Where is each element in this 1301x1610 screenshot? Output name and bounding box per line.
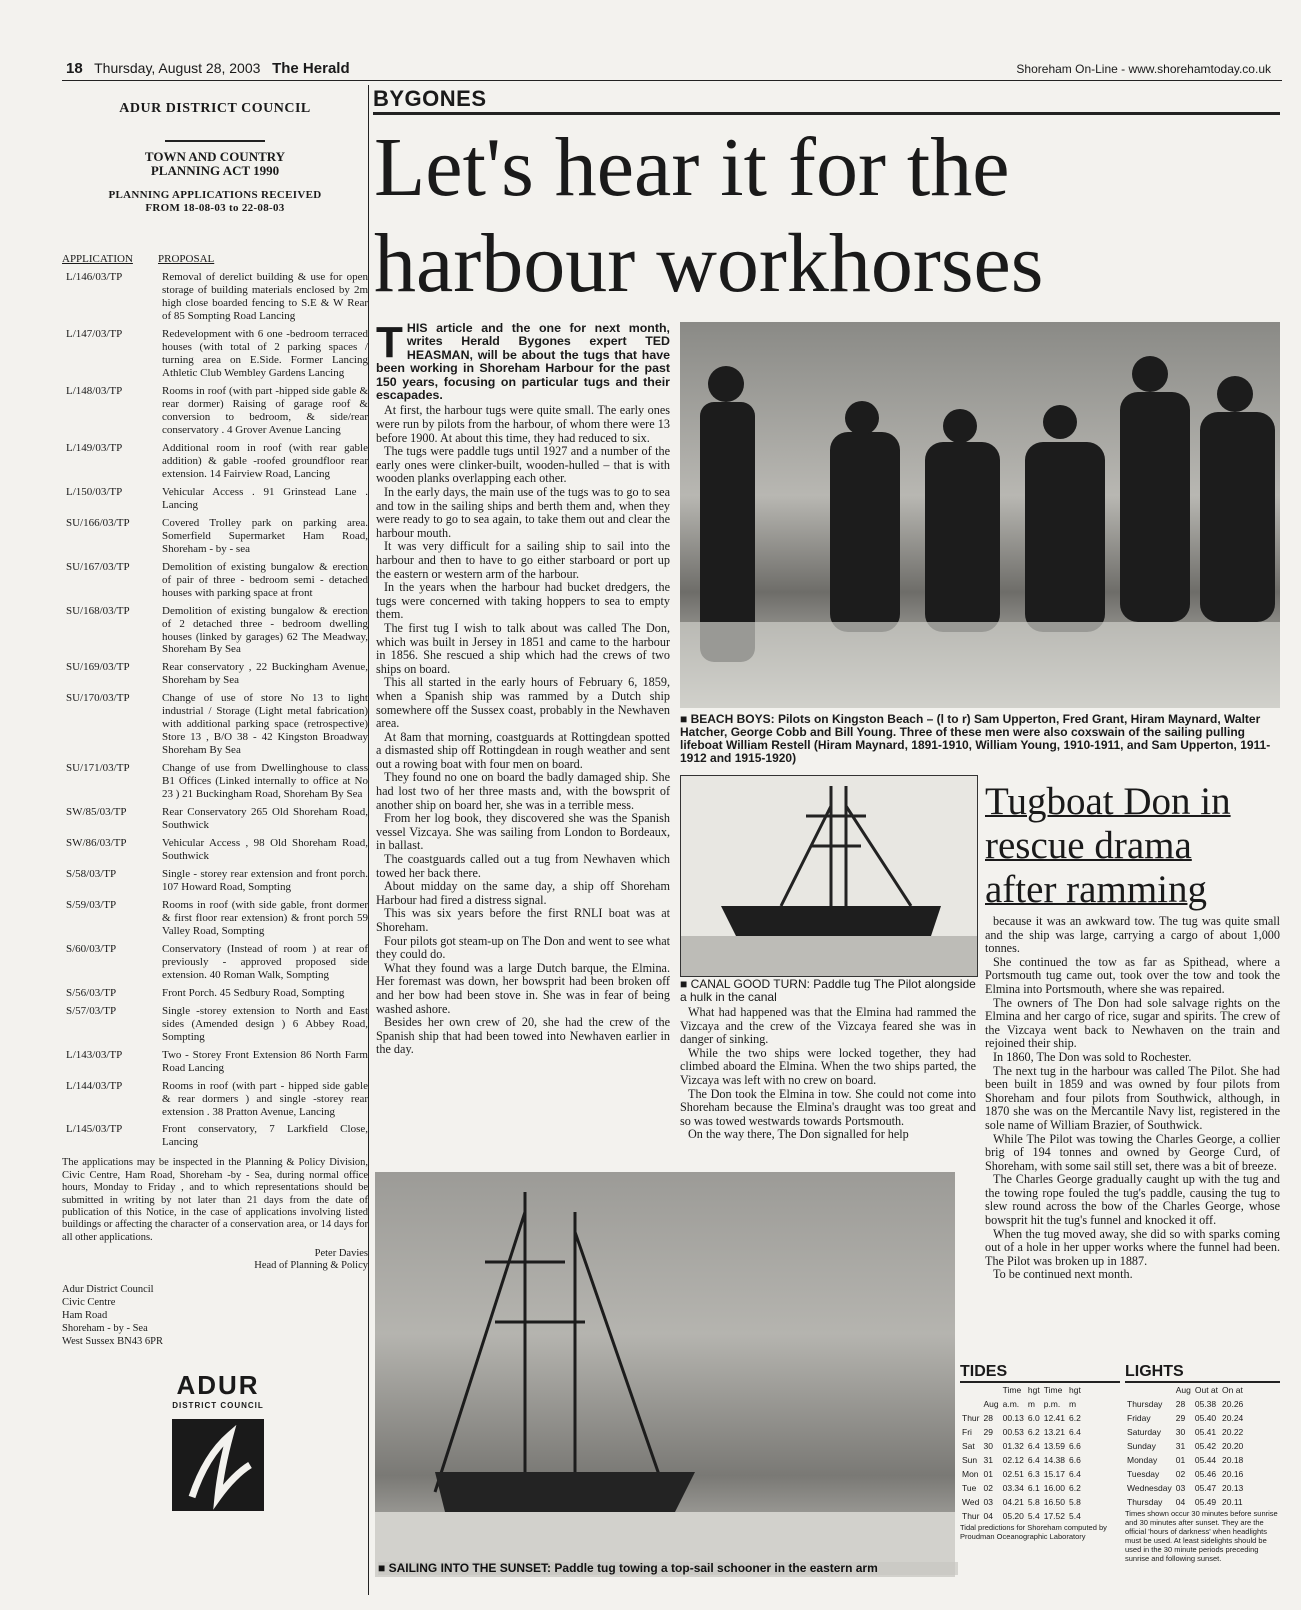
proposal-header: PROPOSAL [158, 253, 215, 266]
application-row [62, 899, 368, 938]
lights-cell: 05.42 [1194, 1441, 1217, 1451]
tides-cell: Sun [962, 1455, 978, 1465]
logo-subtitle: DISTRICT COUNCIL [172, 1401, 264, 1411]
article-paragraph: What had happened was that the Elmina had rammed the Vizcaya and the crew of the Vizcaya feared she was in danger of sinking. [680, 1005, 976, 1047]
tides-cell: Mon [962, 1469, 979, 1479]
tides-cell: 03.34 [1002, 1483, 1024, 1493]
application-header: APPLICATION [62, 253, 133, 266]
tides-cell: 6.3 [1027, 1469, 1040, 1479]
col-header: Out at [1194, 1385, 1219, 1395]
application-proposal: Rear Conservatory 265 Old Shoreham Road, Southwick [162, 806, 368, 832]
application-row [62, 661, 368, 687]
lights-cell: 20.22 [1222, 1427, 1244, 1437]
article-paragraph: This all started in the early hours of February 6, 1859, when a Spanish ship was rammed by a Dutch ship somewhere off the Sussex coast, probably in the Newhaven area. [376, 675, 670, 731]
lights-cell: 20.13 [1222, 1483, 1244, 1493]
lights-cell: 31 [1175, 1441, 1186, 1451]
tides-cell: 13.21 [1043, 1427, 1065, 1437]
paper-name: The Herald [272, 60, 350, 77]
page-number: 18 [66, 60, 83, 77]
article-paragraph: From her log book, they discovered she was the Spanish vessel Vizcaya. She was sailing from London to Bordeaux, in ballast. [376, 811, 670, 853]
lights-cell: 02 [1175, 1469, 1186, 1479]
application-ref: SU/171/03/TP [66, 762, 130, 775]
application-ref: SU/168/03/TP [66, 604, 130, 617]
caption-text: SAILING INTO THE SUNSET: Paddle tug towing a top-sail schooner in the eastern arm [388, 1561, 878, 1575]
lights-cell: Saturday [1127, 1427, 1162, 1437]
tides-table [960, 1383, 1083, 1523]
tides-note: Tidal predictions for Shoreham computed by Proudman Oceanographic Laboratory [960, 1523, 1107, 1541]
application-row [62, 1123, 368, 1149]
lights-cell: 20.20 [1222, 1441, 1244, 1451]
tides-cell: 16.00 [1043, 1483, 1065, 1493]
tides-subheader-row [960, 1397, 1083, 1411]
tides-cell: 6.4 [1027, 1441, 1040, 1451]
article-paragraph: When the tug moved away, she did so with sparks coming out of a hole in her upper works where the funnel had been. The Pilot was broken up in 1887. [985, 1226, 1280, 1268]
application-proposal: Front conservatory, 7 Larkfield Close, Lancing [162, 1123, 368, 1149]
tides-row [960, 1481, 1083, 1495]
article-paragraph: In 1860, The Don was sold to Rochester. [993, 1049, 1192, 1064]
col-header: a.m. [1002, 1399, 1020, 1409]
tides-cell: 6.2 [1069, 1483, 1081, 1493]
lights-box [1125, 1363, 1280, 1563]
tides-cell: 01 [983, 1469, 993, 1479]
col-header: hgt [1027, 1385, 1040, 1395]
application-ref: SW/85/03/TP [66, 806, 127, 819]
tides-cell: 5.4 [1027, 1511, 1040, 1521]
article-paragraph: The owners of The Don had sole salvage rights on the Elmina and her cargo of rice, sugar and spirits. The crew of the Vizcaya went back to Newhaven on the train and rejoined their ship. [985, 995, 1280, 1051]
council-address [62, 1283, 368, 1349]
tides-cell: 6.4 [1069, 1469, 1081, 1479]
lights-cell: Sunday [1127, 1441, 1156, 1451]
subheadline [985, 780, 1280, 912]
address-line: Ham Road [62, 1310, 108, 1322]
tides-cell: 00.53 [1002, 1427, 1024, 1437]
article-paragraph: The coastguards called out a tug from Newhaven which towed her back there. [376, 852, 670, 880]
tides-cell: 04.21 [1002, 1497, 1024, 1507]
received-title [62, 189, 368, 215]
article-column-3 [985, 915, 1280, 1282]
tides-row [960, 1425, 1083, 1439]
application-proposal: Front Porch. 45 Sedbury Road, Sompting [162, 986, 345, 999]
caption-lead: CANAL GOOD TURN: [690, 977, 810, 991]
caption-text: Paddle tug The Pilot alongside a hulk in the canal [680, 977, 976, 1004]
tides-row [960, 1411, 1083, 1425]
tides-cell: Fri [962, 1427, 972, 1437]
tides-title: TIDES [960, 1363, 1120, 1383]
application-proposal: Two - Storey Front Extension 86 North Farm Road Lancing [162, 1048, 368, 1074]
tides-cell: Thur [962, 1413, 980, 1423]
intro-text: HIS article and the one for next month, writes Herald Bygones expert TED HEASMAN, will be about the tugs that have been working in Shoreham Harbour for the past 150 years, focusing on particular tugs and their escapades. [376, 321, 670, 403]
article-paragraph: In the years when the harbour had bucket dredgers, the tugs were concerned with taking hoppers to sea to empty them. [376, 580, 670, 622]
tides-cell: 02.12 [1002, 1455, 1024, 1465]
tides-cell: 6.2 [1027, 1427, 1040, 1437]
tides-box [960, 1363, 1120, 1541]
application-row [62, 385, 368, 437]
tides-row [960, 1439, 1083, 1453]
col-header: hgt [1069, 1385, 1081, 1395]
tides-cell: 02 [983, 1483, 993, 1493]
lights-row [1125, 1411, 1245, 1425]
subhead-line: rescue drama [985, 824, 1192, 867]
column-divider [368, 85, 369, 1595]
page-header [66, 60, 350, 77]
application-row [62, 943, 368, 982]
tides-cell: 30 [983, 1441, 993, 1451]
tides-cell: 04 [983, 1511, 993, 1521]
column-1-body [376, 404, 670, 1057]
article-paragraph: The first tug I wish to talk about was called The Don, which was built in Jersey in 1851 and came to the harbour in 1856. She rescued a ship which had the crews of two ships on board. [376, 620, 670, 676]
tides-cell: 14.38 [1043, 1455, 1065, 1465]
tides-cell: 5.8 [1069, 1497, 1081, 1507]
paddle-tug-icon [681, 776, 977, 976]
signatory-title: Head of Planning & Policy [254, 1260, 368, 1272]
lights-row [1125, 1425, 1245, 1439]
beach-boys-caption [680, 713, 1280, 765]
tides-header-row [960, 1383, 1083, 1397]
website: Shoreham On-Line - www.shorehamtoday.co.uk [1016, 62, 1271, 76]
lights-row [1125, 1453, 1245, 1467]
address-line: Adur District Council [62, 1283, 154, 1295]
tides-cell: 6.4 [1027, 1455, 1040, 1465]
headline-line: harbour workhorses [374, 217, 1044, 310]
caption-marker-icon: ■ [680, 712, 688, 726]
lights-cell: Thursday [1127, 1399, 1163, 1409]
col-header: Time [1043, 1385, 1063, 1395]
tides-cell: 5.8 [1027, 1497, 1040, 1507]
lights-note: Times shown occur 30 minutes before sunrise and 30 minutes after sunset. They are the official 'hours of darkness' when headlights must be used. At least sidelights should be used in the 30 minute periods preceding sunrise and following sunset. [1125, 1509, 1278, 1563]
address-line: Shoreham - by - Sea [62, 1323, 148, 1335]
application-ref: L/150/03/TP [66, 485, 123, 498]
caption-marker-icon: ■ [378, 1561, 386, 1575]
article-paragraph: The Charles George gradually caught up with the tug and the towing rope fouled the tug's paddle, causing the tug to slew round across the bow of the Charles George, whose bowsprit hit the tug's funnel and knocked it off. [985, 1172, 1280, 1228]
article-paragraph: It was very difficult for a sailing ship to sail into the harbour and then to have to go either starboard or port up the eastern or western arm of the harbour. [376, 539, 670, 581]
lights-cell: 28 [1175, 1399, 1186, 1409]
application-ref: SW/86/03/TP [66, 837, 127, 850]
article-column-1 [376, 318, 670, 1057]
headline-line: Let's hear it for the [374, 121, 1010, 214]
application-proposal: Demolition of existing bungalow & erection of pair of three - bedroom semi - detached houses with parking space at front [162, 560, 368, 599]
application-row [62, 837, 368, 863]
caption-marker-icon: ■ [680, 977, 688, 991]
col-header: Time [1002, 1385, 1022, 1395]
tides-cell: 6.6 [1069, 1441, 1081, 1451]
lights-row [1125, 1495, 1245, 1509]
tides-cell: 15.17 [1043, 1469, 1065, 1479]
lights-cell: 05.44 [1194, 1455, 1217, 1465]
pilots-figures-icon [680, 322, 1280, 708]
beach-boys-photo [680, 322, 1280, 708]
section-label: BYGONES [373, 86, 487, 111]
tides-row [960, 1509, 1083, 1523]
signatory-name: Peter Davies [314, 1248, 368, 1260]
article-paragraph: She continued the tow as far as Spithead, where a Portsmouth tug came out, took over the tow and took the Elmina into Portsmouth, where she was repaired. [985, 954, 1280, 996]
application-list [62, 271, 368, 1149]
tides-cell: Wed [962, 1497, 980, 1507]
lights-cell: 03 [1175, 1483, 1186, 1493]
tides-cell: 6.1 [1027, 1483, 1040, 1493]
application-row [62, 1049, 368, 1075]
lights-row [1125, 1481, 1245, 1495]
lights-row [1125, 1439, 1245, 1453]
tides-cell: 16.50 [1043, 1497, 1065, 1507]
application-proposal: Removal of derelict building & use for open storage of building materials enclosed by 2m high close boarded fencing to S.E & W Rear of 85 Sompting Road Lancing [162, 271, 368, 323]
application-proposal: Additional room in roof (with rear gable addition) & gable -roofed groundfloor rear extension. 14 Fairview Road, Lancing [162, 441, 368, 480]
article-paragraph: because it was an awkward tow. The tug was quite small and the ship was large, carrying a cargo of about 1,000 tonnes. [985, 914, 1280, 956]
lights-cell: Friday [1127, 1413, 1151, 1423]
tides-cell: 28 [983, 1413, 993, 1423]
application-row [62, 1005, 368, 1044]
act-title [62, 150, 368, 180]
headline [374, 120, 1044, 312]
article-paragraph: Four pilots got steam-up on The Don and went to see what they could do. [376, 933, 670, 962]
application-column-headers [62, 253, 368, 266]
article-paragraph: In the early days, the main use of the tugs was to go to sea and tow in the sailing ships and berth them and, when they were ready to go to sea again, to take them out and clear the harbour mouth. [376, 485, 670, 540]
application-proposal: Change of use of store No 13 to light industrial / Storage (Light metal fabrication) with additional parking space (retrospective) Store 13 , B/O 38 - 42 Kingston Broadway Shoreham By Sea [162, 692, 368, 757]
application-row [62, 328, 368, 380]
tides-row [960, 1467, 1083, 1481]
tides-cell: 12.41 [1043, 1413, 1065, 1423]
lights-cell: Wednesday [1127, 1483, 1172, 1493]
lights-row [1125, 1397, 1245, 1411]
application-proposal: Single - storey rear extension and front porch. 107 Howard Road, Sompting [162, 868, 368, 893]
application-row [62, 605, 368, 657]
application-ref: L/149/03/TP [66, 441, 123, 454]
signatory [62, 1248, 368, 1273]
application-row [62, 987, 368, 1000]
subhead-line: Tugboat Don in [985, 780, 1231, 823]
address-line: West Sussex BN43 6PR [62, 1336, 163, 1348]
application-row [62, 486, 368, 512]
schooner-caption [378, 1562, 958, 1575]
canal-photo [680, 775, 978, 977]
lights-cell: 04 [1175, 1497, 1186, 1507]
tides-cell: 6.6 [1069, 1455, 1081, 1465]
lights-cell: Thursday [1127, 1497, 1163, 1507]
application-ref: L/144/03/TP [66, 1079, 123, 1092]
application-row [62, 442, 368, 481]
application-ref: SU/167/03/TP [66, 560, 130, 573]
received-line: PLANNING APPLICATIONS RECEIVED [108, 189, 322, 202]
article-paragraph: The next tug in the harbour was called The Pilot. She had been built in 1859 and was owned by four pilots from Shoreham and four pilots from Southwick, although, in 1870 she was on the Mercantile Navy list, registered in the sole name of William Brazier, of Southwick. [985, 1063, 1280, 1132]
article-intro [376, 318, 670, 403]
col-header: p.m. [1043, 1399, 1061, 1409]
council-name: ADUR DISTRICT COUNCIL [119, 101, 311, 116]
lights-cell: 05.40 [1194, 1413, 1217, 1423]
application-ref: SU/169/03/TP [66, 661, 130, 674]
application-ref: S/60/03/TP [66, 942, 117, 955]
tides-cell: Thur [962, 1511, 980, 1521]
tides-cell: Sat [962, 1441, 975, 1451]
application-proposal: Covered Trolley park on parking area. Somerfield Supermarket Ham Road, Shoreham - by - sea [162, 516, 368, 555]
application-row [62, 271, 368, 323]
planning-notice [62, 95, 368, 1517]
tides-cell: 02.51 [1002, 1469, 1024, 1479]
lights-cell: 20.18 [1222, 1455, 1244, 1465]
application-proposal: Demolition of existing bungalow & erection of 2 detached three - bedroom dwelling houses (linked by garages) 62 The Meadway, Shoreham By Sea [162, 604, 368, 656]
application-ref: L/146/03/TP [66, 271, 123, 284]
application-row [62, 762, 368, 801]
application-proposal: Vehicular Access . 91 Grinstead Lane . Lancing [162, 485, 368, 511]
tides-cell: 03 [983, 1497, 993, 1507]
issue-date: Thursday, August 28, 2003 [94, 60, 261, 76]
application-row [62, 561, 368, 600]
application-ref: L/148/03/TP [66, 385, 123, 398]
lights-cell: Monday [1127, 1455, 1158, 1465]
application-ref: S/56/03/TP [66, 986, 117, 999]
lights-cell: 20.11 [1222, 1497, 1243, 1507]
act-line: PLANNING ACT 1990 [150, 163, 280, 179]
lights-cell: 20.26 [1222, 1399, 1244, 1409]
tides-cell: 00.13 [1002, 1413, 1024, 1423]
article-column-2 [680, 1006, 976, 1142]
lights-cell: Tuesday [1127, 1469, 1160, 1479]
tides-row [960, 1453, 1083, 1467]
received-line: FROM 18-08-03 to 22-08-03 [145, 202, 285, 215]
tides-cell: 5.4 [1069, 1511, 1081, 1521]
application-row [62, 806, 368, 832]
article-paragraph: To be continued next month. [993, 1267, 1133, 1282]
application-proposal: Conservatory (Instead of room ) at rear of previously - approved proposed side extension. 40 Roman Walk, Sompting [162, 942, 368, 981]
tides-cell: 29 [983, 1427, 993, 1437]
caption-lead: BEACH BOYS: [690, 712, 775, 726]
tides-cell: 6.0 [1027, 1413, 1040, 1423]
application-ref: L/143/03/TP [66, 1048, 123, 1061]
caption-text: Pilots on Kingston Beach – (l to r) Sam Upperton, Fred Grant, Hiram Maynard, Walter Hatcher, George Cobb and Bill Young. Three of these men were also coxswain of the sailing pulling lifeboat William Restell (Hiram Maynard, 1891-1910, William Young, 1910-1911, and Sam Upperton, 1911-1912 and 1915-1920) [680, 712, 1271, 765]
application-ref: SU/170/03/TP [66, 692, 130, 705]
lights-header-row [1125, 1383, 1245, 1397]
tides-row [960, 1495, 1083, 1509]
tides-cell: 13.59 [1043, 1441, 1065, 1451]
article-paragraph: This was six years before the first RNLI boat was at Shoreham. [376, 906, 670, 934]
lights-cell: 05.38 [1194, 1399, 1217, 1409]
tides-cell: 6.2 [1069, 1413, 1081, 1423]
lights-title: LIGHTS [1125, 1363, 1280, 1383]
application-proposal: Rooms in roof (with part -hipped side gable & rear dormer) Raising of garage roof & conversion to bedroom, & side/rear conservatory . 4 Grover Avenue Lancing [162, 385, 368, 436]
tides-cell: Tue [962, 1483, 977, 1493]
application-proposal: Rear conservatory , 22 Buckingham Avenue, Shoreham by Sea [162, 661, 368, 687]
header-rule [62, 80, 1282, 81]
application-ref: S/57/03/TP [66, 1004, 117, 1017]
council-emblem-icon [170, 1417, 266, 1513]
application-row [62, 692, 368, 757]
application-row [62, 868, 368, 894]
application-ref: SU/166/03/TP [66, 516, 130, 529]
application-ref: L/145/03/TP [66, 1123, 123, 1136]
article-paragraph: While The Pilot was towing the Charles George, a collier brig of 194 tonnes and owned by George Curd, of Shoreham, with some sail still set, there was a bit of breeze. [985, 1131, 1280, 1173]
lights-cell: 30 [1175, 1427, 1186, 1437]
article-paragraph: At first, the harbour tugs were quite small. The early ones were run by pilots from the harbour, of whom there were 13 before 1900. At about this time, they had reduced to six. [376, 403, 670, 445]
schooner-photo [375, 1172, 955, 1577]
application-proposal: Redevelopment with 6 one -bedroom terraced houses (with total of 2 parking spaces / turning area on E.Side. Former Lancing Athletic Club Wembley Gardens Lancing [162, 328, 368, 380]
notice-divider [165, 140, 265, 142]
lights-table [1125, 1383, 1245, 1509]
lights-cell: 01 [1175, 1455, 1186, 1465]
application-row [62, 1080, 368, 1119]
article-paragraph: What they found was a large Dutch barque, the Elmina. Her foremast was down, her bowsprit had been broken off and her bow had been stove in. She was in fear of being washed ashore. [376, 960, 670, 1016]
application-proposal: Vehicular Access , 98 Old Shoreham Road, Southwick [162, 837, 368, 863]
logo-word: ADUR [176, 1370, 260, 1401]
tides-cell: 6.4 [1069, 1427, 1081, 1437]
article-paragraph: The Don took the Elmina in tow. She could not come into Shoreham because the Elmina's draught was too great and so was towed westwards towards Portsmouth. [680, 1086, 976, 1128]
application-proposal: Change of use from Dwellinghouse to class B1 Offices (Linked internally to office at No 23 ) 21 Buckingham Road, Shoreham By Sea [162, 762, 368, 801]
schooner-icon [375, 1172, 955, 1577]
address-line: Civic Centre [62, 1296, 116, 1308]
article-paragraph: They found no one on board the badly damaged ship. She had lost two of her three masts and, with the bowsprit of another ship on board her, she was in a terrible mess. [376, 770, 670, 812]
tides-cell: 05.20 [1002, 1511, 1024, 1521]
lights-cell: 05.47 [1194, 1483, 1217, 1493]
article-paragraph: Besides her own crew of 20, she had the crew of the Spanish ship that had been towed into Newhaven earlier in the day. [376, 1015, 670, 1057]
subhead-line: after ramming [985, 868, 1207, 911]
council-logo [170, 1370, 266, 1516]
lights-cell: 29 [1175, 1413, 1186, 1423]
lights-cell: 05.49 [1194, 1497, 1217, 1507]
article-paragraph: At 8am that morning, coastguards at Rottingdean spotted a dismasted ship off Rottingdean in rough weather and sent out a rowing boat with four men on board. [376, 729, 670, 771]
col-header: Aug [1175, 1385, 1191, 1395]
tides-cell: 01.32 [1002, 1441, 1024, 1451]
application-proposal: Rooms in roof (with side gable, front dormer & first floor rear extension) & front porch 59 Valley Road, Sompting [162, 898, 368, 937]
section-rule [373, 112, 1280, 115]
lights-row [1125, 1467, 1245, 1481]
inspection-notice: The applications may be inspected in the Planning & Policy Division, Civic Centre, Ham Road, Shoreham -by - Sea, during normal office hours, Monday to Friday , and to which representations should be submitted in writing by not later than 21 days from the date of publication of this Notice, in the case of applications involving listed buildings or affecting the character of a conservation area, or 14 days for all other applications. [62, 1157, 368, 1243]
application-ref: S/58/03/TP [66, 868, 117, 881]
col-header: Aug [983, 1399, 999, 1409]
act-line: TOWN AND COUNTRY [144, 148, 286, 164]
lights-cell: 20.16 [1222, 1469, 1244, 1479]
lights-cell: 05.41 [1194, 1427, 1217, 1437]
col-header: m [1069, 1399, 1077, 1409]
article-paragraph: While the two ships were locked together, they had climbed aboard the Elmina. When the two ships parted, the Vizcaya was left with no crew on board. [680, 1045, 976, 1087]
application-proposal: Rooms in roof (with part - hipped side gable & rear dormers ) and single -storey rear extension . 38 Pratton Avenue, Lancing [162, 1079, 368, 1118]
canal-caption [680, 978, 976, 1004]
application-ref: S/59/03/TP [66, 898, 117, 911]
col-header: m [1027, 1399, 1035, 1409]
article-paragraph: On the way there, The Don signalled for help [688, 1127, 909, 1142]
lights-cell: 20.24 [1222, 1413, 1244, 1423]
application-ref: L/147/03/TP [66, 328, 123, 341]
application-row [62, 517, 368, 556]
lights-cell: 05.46 [1194, 1469, 1217, 1479]
application-proposal: Single -storey extension to North and East sides (Amended design ) 6 Abbey Road, Sompting [162, 1004, 368, 1043]
col-header: On at [1222, 1385, 1243, 1395]
drop-cap: T [376, 318, 403, 367]
tides-cell: 31 [983, 1455, 993, 1465]
article-paragraph: The tugs were paddle tugs until 1927 and a number of the early ones were clinker-built, wooden-hulled – that is with wooden planks overlapping each other. [376, 444, 670, 486]
tides-cell: 17.52 [1043, 1511, 1065, 1521]
article-paragraph: About midday on the same day, a ship off Shoreham Harbour had fired a distress signal. [376, 879, 670, 907]
